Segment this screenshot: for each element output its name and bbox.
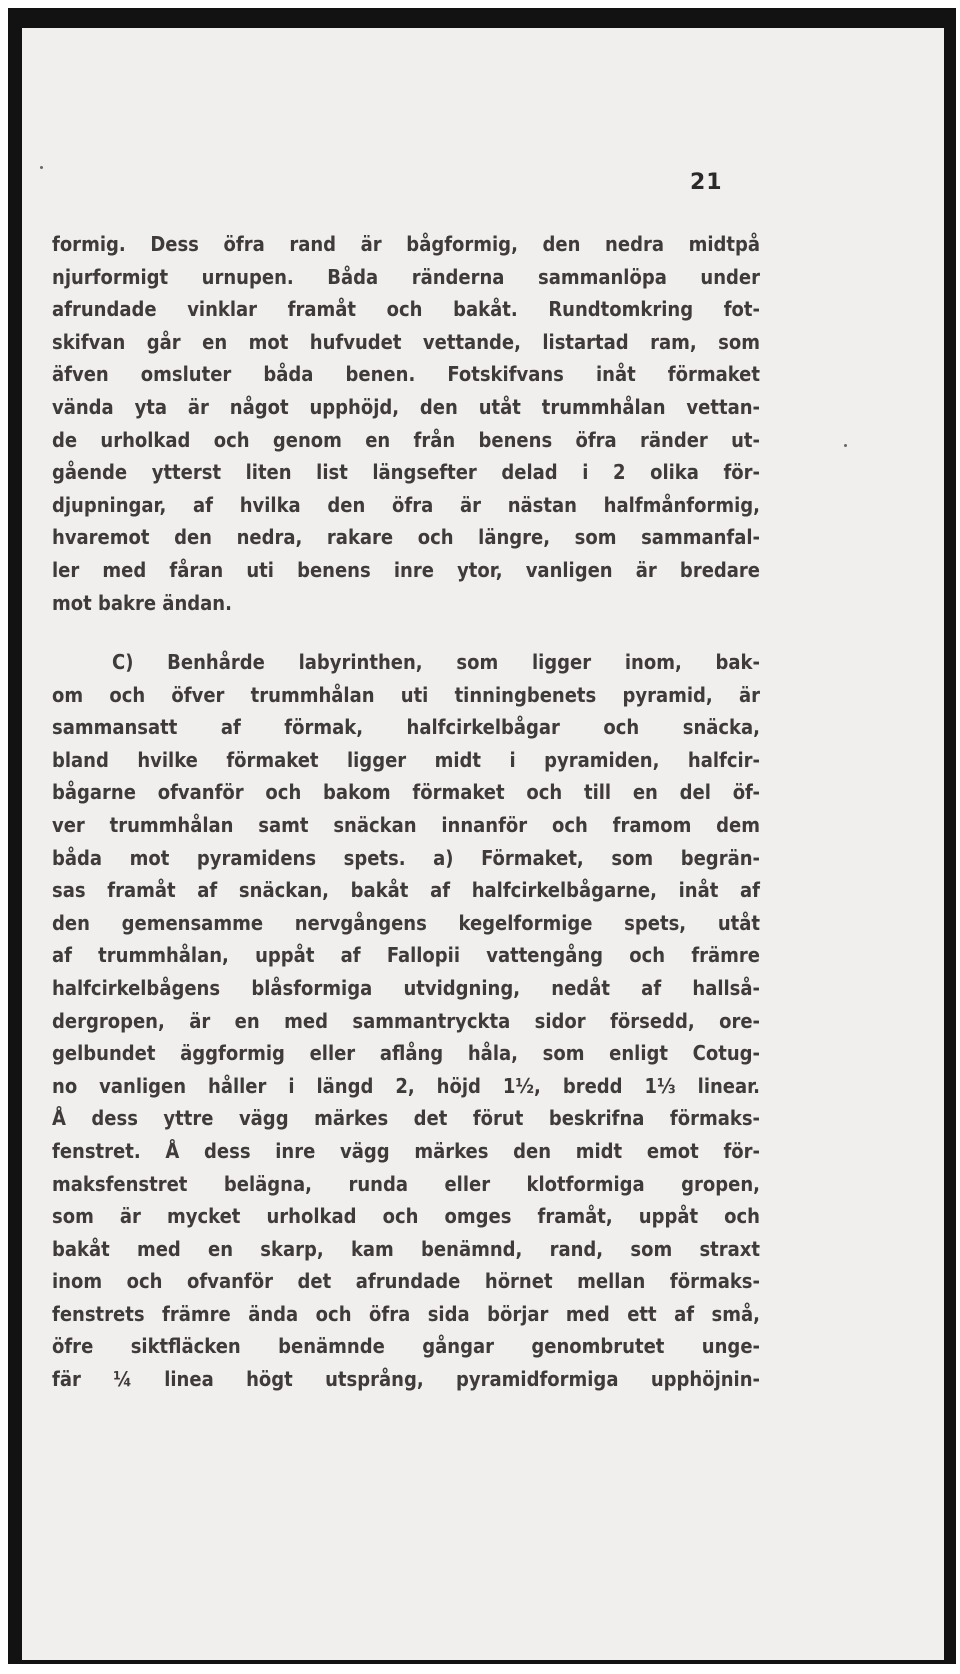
text-line: formig. Dess öfra rand är bågformig, den nedra midtpå: [52, 232, 760, 256]
text-line: maksfenstret belägna, runda eller klotformiga gropen,: [52, 1171, 760, 1196]
text-line: den gemensamme nervgångens kegelformige spets, utåt: [52, 910, 760, 935]
text-line: om och öfver trummhålan uti tinningbenets pyramid, är: [52, 682, 760, 707]
text-line: båda mot pyramidens spets. a) Förmaket, som begrän-: [52, 845, 760, 870]
text-line: ver trummhålan samt snäckan innanför och framom dem: [52, 812, 760, 837]
text-line: öfre siktfläcken benämnde gångar genombrutet unge-: [52, 1334, 760, 1359]
text-line: bågarne ofvanför och bakom förmaket och till en del öf-: [52, 780, 760, 805]
text-line: fenstret. Å dess inre vägg märkes den midt emot för-: [52, 1138, 760, 1163]
text-line: halfcirkelbågens blåsformiga utvidgning, nedåt af hallså-: [52, 975, 760, 1000]
text-line: sammansatt af förmak, halfcirkelbågar och snäcka,: [52, 715, 760, 740]
text-line: gelbundet äggformig eller aflång håla, som enligt Cotug-: [52, 1041, 760, 1066]
text-line: sas framåt af snäckan, bakåt af halfcirkelbågarne, inåt af: [52, 878, 760, 903]
text-line: bakåt med en skarp, kam benämnd, rand, som straxt: [52, 1236, 760, 1261]
text-line: hvaremot den nedra, rakare och längre, som sammanfal-: [52, 525, 760, 550]
text-line: mot bakre ändan.: [52, 590, 232, 615]
text-line: inom och ofvanför det afrundade hörnet mellan förmaks-: [52, 1269, 760, 1294]
text-line: de urholkad och genom en från benens öfra ränder ut-: [52, 427, 760, 452]
page-number: 21: [690, 170, 723, 195]
text-line: fär ¼ linea högt utsprång, pyramidformiga upphöjnin-: [52, 1367, 760, 1392]
paper-speck: [844, 444, 847, 447]
paper-speck: [40, 166, 43, 169]
text-line: afrundade vinklar framåt och bakåt. Rundtomkring fot-: [52, 297, 760, 322]
paragraph-2: [52, 646, 760, 1396]
text-line: som är mycket urholkad och omges framåt, uppåt och: [52, 1204, 760, 1229]
text-line: ler med fåran uti benens inre ytor, vanligen är bredare: [52, 557, 760, 582]
text-line: Å dess yttre vägg märkes det förut beskrifna förmaks-: [52, 1106, 760, 1131]
text-line: bland hvilke förmaket ligger midt i pyramiden, halfcir-: [52, 747, 760, 772]
text-line: vända yta är något upphöjd, den utåt trummhålan vettan-: [52, 394, 760, 419]
text-line: äfven omsluter båda benen. Fotskifvans inåt förmaket: [52, 362, 760, 387]
text-line: djupningar, af hvilka den öfra är nästan halfmånformig,: [52, 492, 760, 517]
text-line: skifvan går en mot hufvudet vettande, listartad ram, som: [52, 329, 760, 354]
text-line: njurformigt urnupen. Båda ränderna sammanlöpa under: [52, 264, 760, 289]
paragraph-1: [52, 228, 760, 619]
text-line: fenstrets främre ända och öfra sida börjar med ett af små,: [52, 1301, 760, 1326]
text-line: no vanligen håller i längd 2, höjd 1½, bredd 1⅓ linear.: [52, 1073, 760, 1098]
text-line: dergropen, är en med sammantryckta sidor försedd, ore-: [52, 1008, 760, 1033]
text-line: C) Benhårde labyrinthen, som ligger inom, bak-: [112, 650, 760, 674]
text-line: gående ytterst liten list längsefter delad i 2 olika för-: [52, 460, 760, 485]
text-line: af trummhålan, uppåt af Fallopii vattengång och främre: [52, 943, 760, 968]
